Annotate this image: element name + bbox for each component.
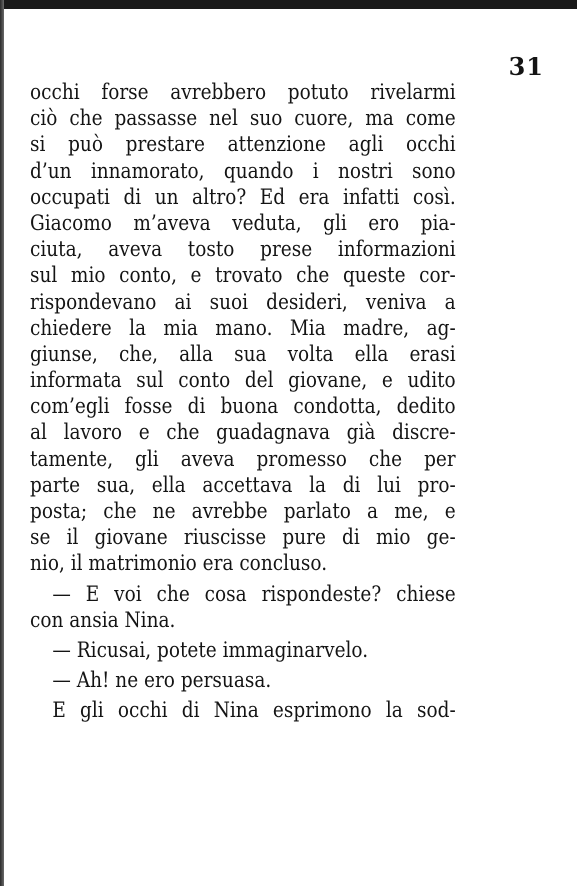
text-line: con ansia Nina. <box>30 607 176 633</box>
text-line: nio, il matrimonio era concluso. <box>30 551 328 577</box>
text-line: occupati di un altro? Ed era infatti così. <box>30 184 456 210</box>
text-line: — Ricusai, potete immaginarvelo. <box>52 637 369 663</box>
text-line: chiedere la mia mano. Mia madre, ag- <box>30 315 456 341</box>
text-line: tamente, gli aveva promesso che per <box>30 446 456 472</box>
text-line: Giacomo m’aveva veduta, gli ero pia- <box>30 210 456 236</box>
text-line: rispondevano ai suoi desideri, veniva a <box>30 289 456 315</box>
text-line: E gli occhi di Nina esprimono la sod- <box>52 698 456 724</box>
text-line: ciuta, aveva tosto prese informazioni <box>30 237 456 263</box>
text-line: com’egli fosse di buona condotta, dedito <box>30 394 456 420</box>
text-line: al lavoro e che guadagnava già discre- <box>30 420 456 446</box>
page-top-edge <box>0 0 577 9</box>
text-line: informata sul conto del giovane, e udito <box>30 368 456 394</box>
text-line: sul mio conto, e trovato che queste cor- <box>30 263 456 289</box>
text-line: posta; che ne avrebbe parlato a me, e <box>30 499 456 524</box>
text-line: — Ah! ne ero persuasa. <box>52 668 272 694</box>
text-line: se il giovane riuscisse pure di mio ge- <box>30 525 456 551</box>
text-line: parte sua, ella accettava la di lui pro- <box>30 472 456 498</box>
text-line: giunse, che, alla sua volta ella erasi <box>30 341 456 367</box>
text-line: ciò che passasse nel suo cuore, ma come <box>30 106 456 132</box>
text-line: si può prestare attenzione agli occhi <box>30 132 456 158</box>
page-text <box>30 80 550 725</box>
page-number: 31 <box>508 52 544 81</box>
page-binding-edge <box>0 0 4 886</box>
text-line: d’un innamorato, quando i nostri sono <box>30 158 456 184</box>
text-line: occhi forse avrebbero potuto rivelarmi <box>30 80 456 105</box>
text-line: — E voi che cosa rispondeste? chiese <box>52 581 456 607</box>
